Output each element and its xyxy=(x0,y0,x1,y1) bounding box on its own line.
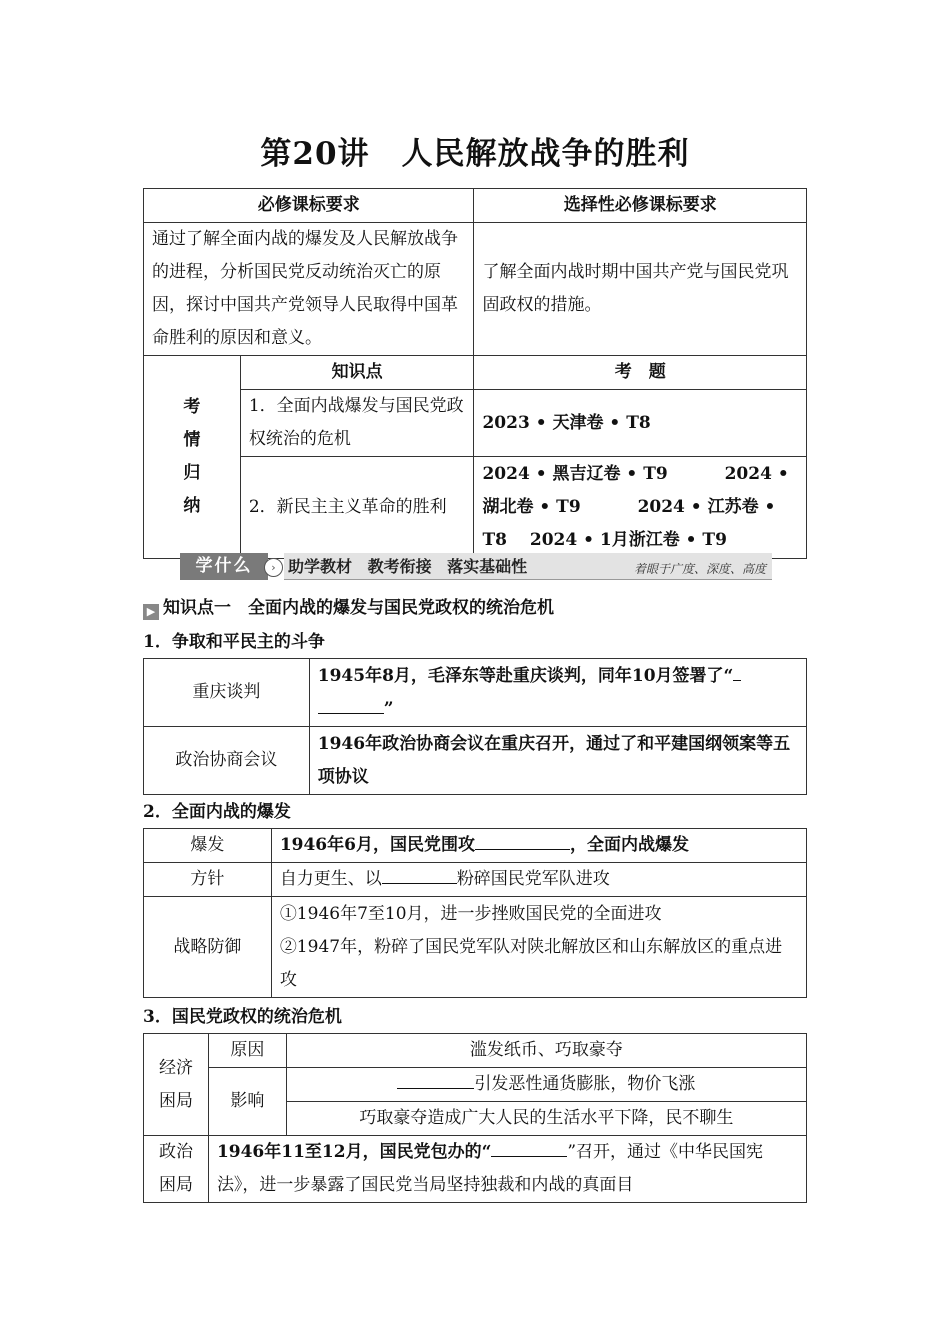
pol-text: 1946年11至12月，国民党包办的“ ”召开，通过《中华民国宪法》，进一步暴露了国民党当局坚持独裁和内战的真面目 xyxy=(208,1136,806,1203)
banner-slogan: 着眼于广度、深度、高度 xyxy=(633,562,766,576)
subheading-3: 3．国民党政权的统治危机 xyxy=(143,1007,342,1027)
exam-2: 2024 • 黑吉辽卷 • T9 2024 • 湖北卷 • T9 2024 • 江苏卷 • T8 2024 • 1月浙江卷 • T9 xyxy=(474,457,807,559)
banner-items: 助学教材 教考衔接 落实基础性 xyxy=(288,557,528,576)
row-text-policy: 自力更生、以 粉碎国民党军队进攻 xyxy=(271,863,806,897)
section-banner xyxy=(180,553,772,580)
effect-label: 影响 xyxy=(208,1068,286,1136)
effect-text-1: 引发恶性通货膨胀，物价飞涨 xyxy=(286,1068,806,1102)
row-text-chongqing: 1945年8月，毛泽东等赴重庆谈判，同年10月签署了“ ” xyxy=(309,659,806,727)
elective-standards-text: 了解全面内战时期中国共产党与国民党巩固政权的措施。 xyxy=(474,223,807,356)
required-standards-header: 必修课标要求 xyxy=(144,189,474,223)
row-text-pcc: 1946年政治协商会议在重庆召开，通过了和平建国纲领案等五项协议 xyxy=(309,727,806,795)
subheading-2: 2．全面内战的爆发 xyxy=(143,802,291,822)
row-label-policy: 方针 xyxy=(144,863,272,897)
exam-1: 2023 • 天津卷 • T8 xyxy=(474,390,807,457)
row-text-defense: ①1946年7至10月，进一步挫败国民党的全面进攻 ②1947年，粉碎了国民党军队对陕北解放区和山东解放区的重点进攻 xyxy=(271,897,806,998)
econ-label: 经济困局 xyxy=(144,1034,209,1136)
row-label-pcc: 政治协商会议 xyxy=(144,727,310,795)
page-title: 第20讲 人民解放战争的胜利 xyxy=(260,136,690,172)
row-label-outbreak: 爆发 xyxy=(144,829,272,863)
banner-tag: 学什么 xyxy=(180,553,268,580)
standards-table xyxy=(143,188,807,559)
chevron-right-icon: › xyxy=(264,558,283,577)
elective-standards-header: 选择性必修课标要求 xyxy=(474,189,807,223)
civil-war-table xyxy=(143,828,807,998)
knowledge-point-1: 1．全面内战爆发与国民党政权统治的危机 xyxy=(240,390,474,457)
row-text-outbreak: 1946年6月，国民党围攻 ，全面内战爆发 xyxy=(271,829,806,863)
knowledge-point-header: 知识点 xyxy=(240,356,474,390)
kmt-crisis-table xyxy=(143,1033,807,1203)
row-label-chongqing: 重庆谈判 xyxy=(144,659,310,727)
exam-summary-label: 考 情 归 纳 xyxy=(144,356,241,559)
subheading-1: 1．争取和平民主的斗争 xyxy=(143,632,325,652)
play-icon: ▶ xyxy=(143,604,159,620)
effect-text-2: 巧取豪夺造成广大人民的生活水平下降，民不聊生 xyxy=(286,1102,806,1136)
pol-label: 政治困局 xyxy=(144,1136,209,1203)
cause-text: 滥发纸币、巧取豪夺 xyxy=(286,1034,806,1068)
exam-header: 考 题 xyxy=(474,356,807,390)
row-label-defense: 战略防御 xyxy=(144,897,272,998)
peace-struggle-table xyxy=(143,658,807,795)
required-standards-text: 通过了解全面内战的爆发及人民解放战争的进程，分析国民党反动统治灭亡的原因，探讨中国共产党领导人民取得中国革命胜利的原因和意义。 xyxy=(144,223,474,356)
knowledge-point-heading: ▶ 知识点一 全面内战的爆发与国民党政权的统治危机 xyxy=(143,593,554,620)
cause-label: 原因 xyxy=(208,1034,286,1068)
knowledge-point-2: 2．新民主主义革命的胜利 xyxy=(240,457,474,559)
